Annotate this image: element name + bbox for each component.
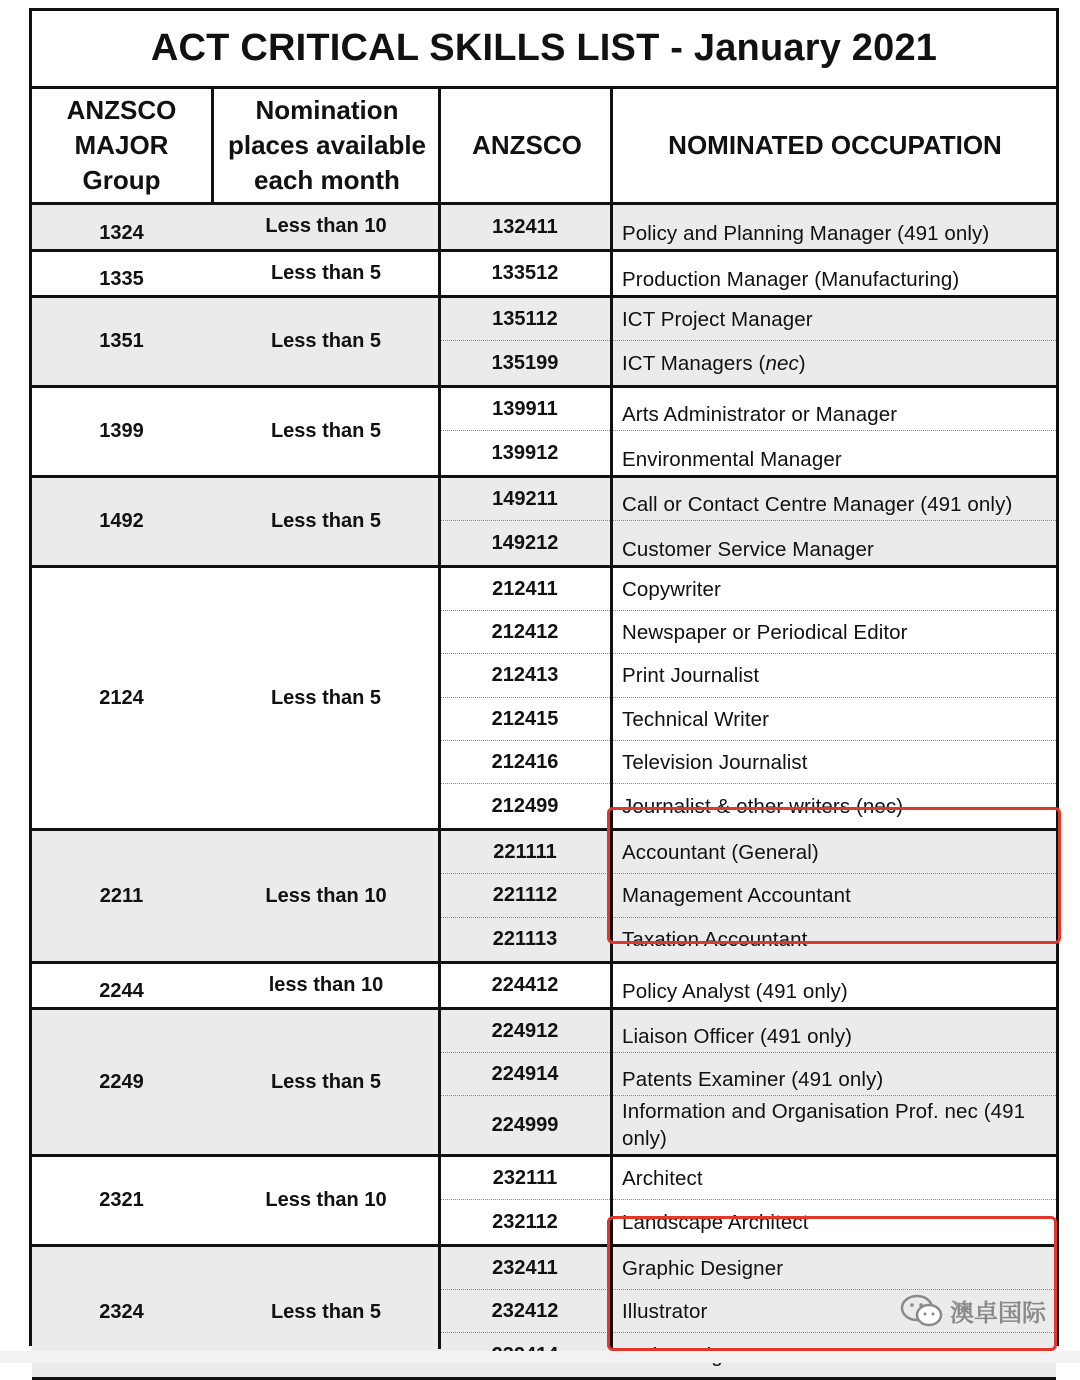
anzsco-code: 139911 (492, 397, 558, 420)
column-divider (610, 89, 613, 1349)
places-cell: Less than 5 (270, 1300, 382, 1323)
group-block (32, 478, 1056, 568)
occupation-name: Illustrator (622, 1299, 708, 1323)
anzsco-code: 221113 (492, 928, 558, 950)
table-row (440, 1157, 1056, 1200)
wechat-icon (900, 1294, 944, 1328)
places-cell: Less than 10 (265, 1189, 387, 1211)
group-block (32, 1010, 1056, 1157)
table-row (440, 388, 1056, 431)
major-group-cell: 2249 (99, 1070, 144, 1093)
skills-list-table (29, 8, 1059, 1346)
major-group-cell: 2321 (99, 1189, 144, 1211)
group-block (32, 831, 1056, 964)
table-row (440, 431, 1056, 475)
anzsco-code: 221111 (493, 840, 557, 863)
places-cell: Less than 5 (270, 510, 382, 532)
anzsco-code: 232112 (492, 1210, 558, 1233)
group-block (32, 964, 1056, 1010)
places-cell: Less than 5 (270, 330, 382, 352)
occupation-name: Copywriter (622, 577, 721, 601)
anzsco-code: 133512 (491, 262, 559, 284)
watermark (900, 1293, 1046, 1328)
anzsco-code: 149211 (492, 487, 558, 510)
occupation-name: Print Journalist (622, 664, 760, 687)
anzsco-code: 149212 (491, 531, 559, 554)
anzsco-code: 132411 (492, 215, 558, 238)
table-row (440, 874, 1056, 918)
table-row (440, 568, 1056, 611)
table-row (440, 1010, 1056, 1053)
anzsco-code: 212499 (491, 794, 559, 817)
anzsco-code: 224999 (491, 1113, 559, 1136)
table-row (440, 918, 1056, 961)
table-row (440, 741, 1056, 784)
occupation-name: Newspaper or Periodical Editor (622, 620, 908, 644)
major-group-cell: 2324 (99, 1300, 144, 1323)
table-row (440, 252, 1056, 295)
occupation-name: Liaison Officer (491 only) (622, 1025, 853, 1048)
occupation-name: Call or Contact Centre Manager (491 only) (622, 493, 1013, 516)
places-cell: Less than 10 (265, 215, 387, 237)
major-group-cell: 1351 (99, 330, 144, 352)
places-cell: less than 10 (268, 974, 384, 996)
anzsco-code: 232412 (491, 1299, 559, 1322)
occupation-name: Patents Examiner (491 only) (622, 1068, 884, 1091)
occupation-name: Landscape Architect (622, 1210, 809, 1234)
places-cell: Less than 5 (270, 1070, 382, 1093)
major-group-cell: 2124 (99, 686, 144, 709)
anzsco-code: 212415 (491, 707, 559, 730)
occupation-name: Policy Analyst (491 only) (622, 980, 848, 1003)
occupation-name: Technical Writer (622, 707, 770, 731)
anzsco-code: 224412 (491, 974, 559, 996)
occupation-name: Information and Organisation Prof. nec (491 only) (622, 1100, 1026, 1150)
table-row (440, 784, 1056, 828)
table-row (440, 1053, 1056, 1096)
header-places: Nomination places available each month (227, 95, 427, 195)
anzsco-code: 224912 (491, 1019, 559, 1042)
header-major-group: ANZSCO MAJOR Group (66, 95, 177, 195)
occupation-name: Architect (622, 1166, 703, 1190)
occupation-name: Television Journalist (622, 750, 808, 774)
table-header (32, 89, 1056, 205)
anzsco-code: 135112 (492, 307, 558, 330)
anzsco-code: 135199 (491, 351, 559, 374)
places-cell: Less than 10 (265, 884, 387, 907)
occupation-name: Accountant (General) (622, 840, 819, 864)
table-row (440, 964, 1056, 1007)
table-row (440, 1247, 1056, 1290)
anzsco-code: 232411 (492, 1256, 558, 1279)
bottom-strip (0, 1351, 1080, 1363)
occupation-name: Environmental Manager (622, 448, 842, 471)
places-cell: Less than 5 (270, 420, 382, 442)
major-group-cell: 2244 (99, 980, 144, 1002)
places-cell: Less than 5 (270, 686, 382, 709)
group-block (32, 252, 1056, 298)
anzsco-code: 221112 (492, 884, 558, 906)
major-group-cell: 1399 (99, 420, 144, 442)
table-row (440, 1096, 1056, 1154)
table-row (440, 831, 1056, 874)
anzsco-code: 232111 (492, 1166, 558, 1189)
occupation-name: Taxation Accountant (622, 928, 808, 951)
table-row (440, 1200, 1056, 1244)
occupation-name: ICT Managers ( nec ) (622, 351, 806, 375)
anzsco-code: 212412 (491, 620, 559, 643)
table-row (440, 521, 1056, 565)
anzsco-code: 212413 (491, 664, 559, 686)
group-block (32, 388, 1056, 478)
anzsco-code: 139912 (491, 441, 559, 464)
group-block (32, 1157, 1056, 1247)
table-row (440, 341, 1056, 385)
occupation-name: Customer Service Manager (622, 538, 874, 561)
table-row (440, 205, 1056, 249)
watermark-text: 澳卓国际 (950, 1299, 1046, 1327)
occupation-name: Arts Administrator or Manager (622, 403, 898, 426)
header-anzsco: ANZSCO (472, 130, 582, 160)
column-divider (438, 89, 441, 1349)
table-row (440, 478, 1056, 521)
occupation-name: ICT Project Manager (622, 307, 813, 331)
table-row (440, 698, 1056, 741)
occupation-name: Production Manager (Manufacturing) (622, 268, 960, 291)
group-block (32, 298, 1056, 388)
major-group-cell: 1492 (99, 510, 144, 532)
table-row (440, 298, 1056, 341)
occupation-name: Journalist & other writers (nec) (622, 794, 904, 818)
anzsco-code: 212411 (492, 577, 558, 600)
table-row (440, 611, 1056, 654)
anzsco-code: 212416 (491, 750, 559, 773)
places-cell: Less than 5 (270, 262, 382, 284)
page-title: ACT CRITICAL SKILLS LIST - January 2021 (32, 11, 1056, 89)
group-block (32, 205, 1056, 252)
occupation-name: Management Accountant (622, 884, 851, 907)
anzsco-code: 224914 (491, 1062, 559, 1085)
occupation-name: Graphic Designer (622, 1256, 784, 1280)
major-group-cell: 1324 (99, 222, 144, 244)
major-group-cell: 1335 (99, 268, 144, 290)
table-row (440, 654, 1056, 698)
occupation-name: Policy and Planning Manager (491 only) (622, 222, 990, 245)
header-occupation: NOMINATED OCCUPATION (668, 130, 1002, 160)
major-group-cell: 2211 (99, 884, 144, 907)
group-block (32, 568, 1056, 831)
